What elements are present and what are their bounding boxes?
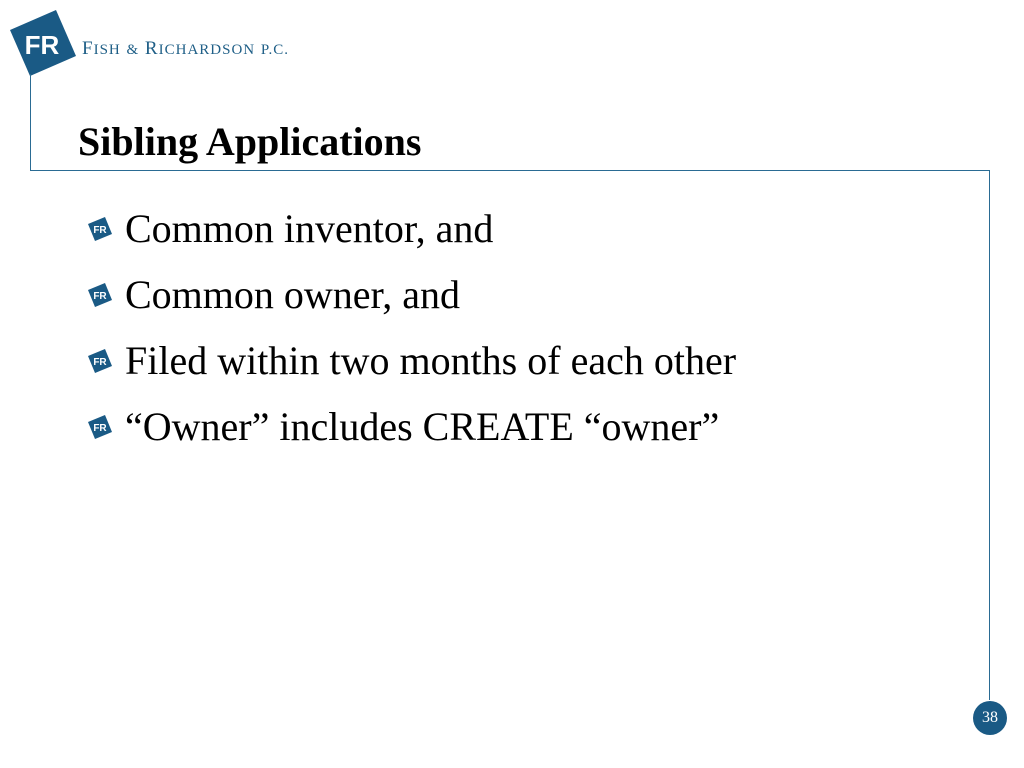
bullet-list — [88, 196, 736, 460]
svg-text:FR: FR — [93, 291, 107, 302]
fr-diamond-icon — [88, 217, 112, 241]
svg-text:FR: FR — [93, 423, 107, 434]
page-number-badge: 38 — [973, 701, 1007, 735]
fr-diamond-icon — [88, 349, 112, 373]
bullet-text: Filed within two months of each other — [125, 338, 737, 383]
slide-title: Sibling Applications — [78, 119, 422, 164]
firm-name: FISH & RICHARDSON P.C. — [82, 38, 290, 59]
bullet-item — [88, 196, 736, 262]
svg-text:FR: FR — [93, 357, 107, 368]
frame-line-right — [989, 170, 990, 700]
bullet-text: “Owner” includes CREATE “owner” — [125, 404, 720, 449]
frame-line-left — [30, 74, 31, 170]
frame-line-top — [30, 170, 990, 171]
bullet-item — [88, 262, 736, 328]
fish-richardson-logo — [10, 10, 76, 76]
logo-text: FR — [24, 30, 60, 60]
svg-text:FR: FR — [93, 225, 107, 236]
bullet-item — [88, 394, 736, 460]
fr-diamond-icon — [88, 415, 112, 439]
fr-diamond-icon — [88, 283, 112, 307]
bullet-item — [88, 328, 736, 394]
bullet-text: Common owner, and — [125, 272, 461, 317]
bullet-text: Common inventor, and — [125, 206, 494, 251]
